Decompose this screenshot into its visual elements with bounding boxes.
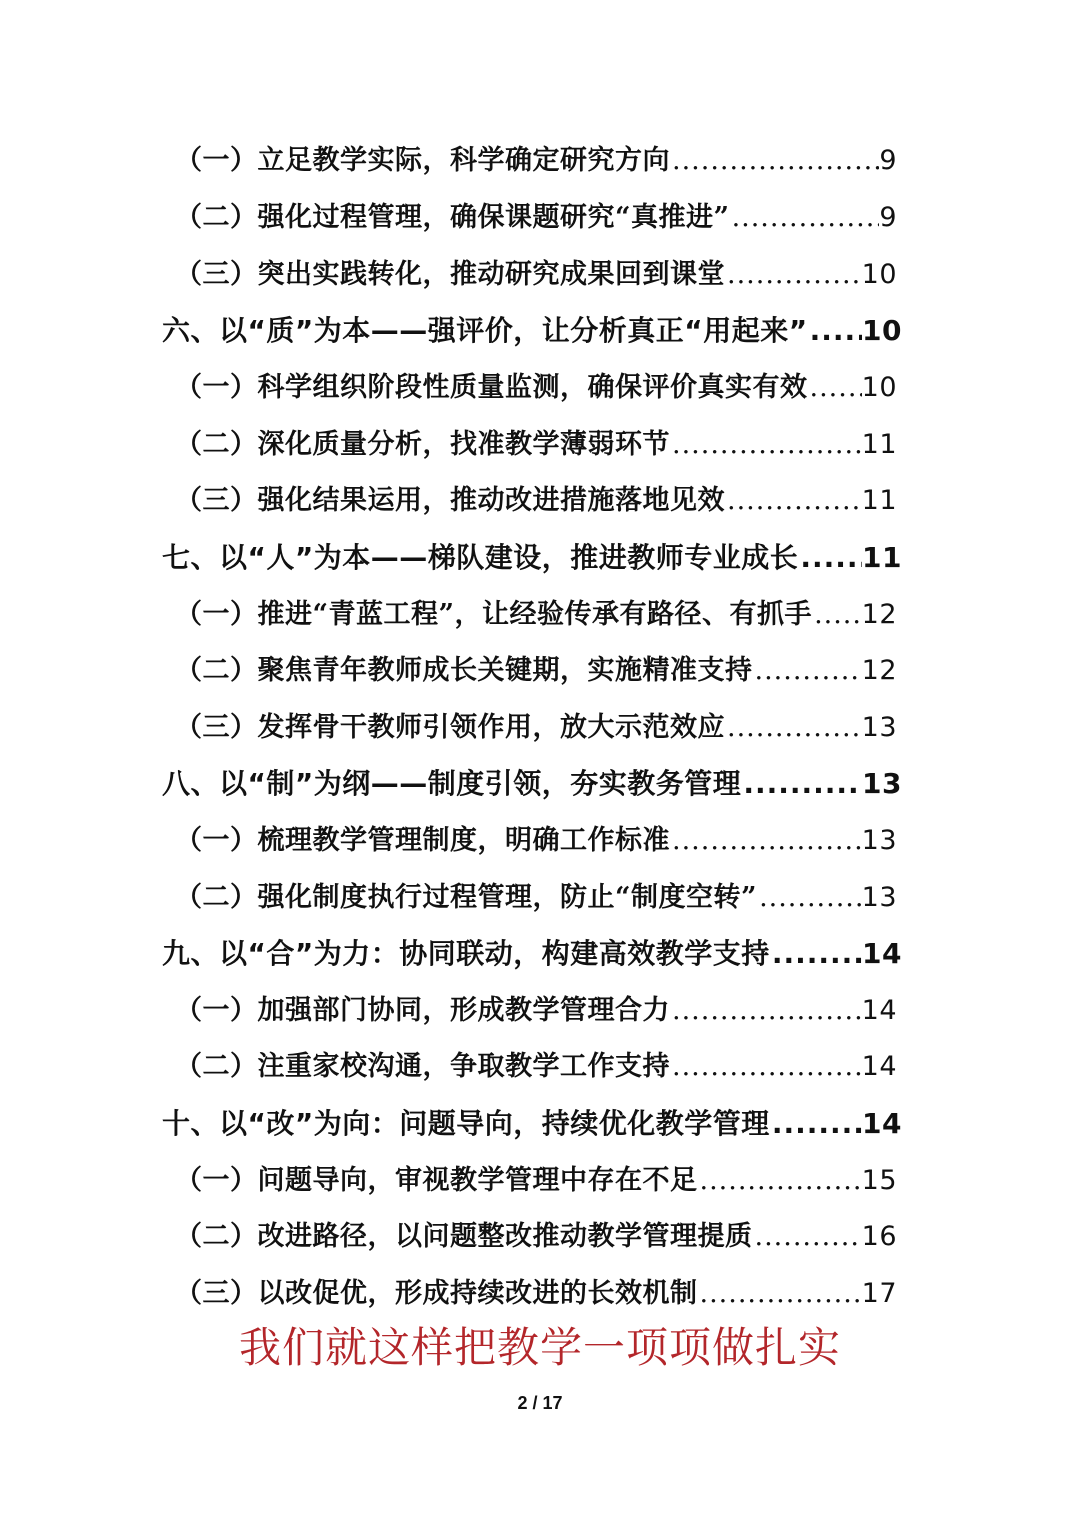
toc-dot-leader (757, 876, 862, 920)
toc-dot-leader (725, 706, 862, 750)
toc-entry-page: 12 (861, 599, 897, 630)
toc-dot-leader (725, 479, 862, 523)
toc-entry-title: 九、以“合”为力：协同联动，构建高效教学支持 (162, 937, 770, 970)
toc-entry-page: 10 (861, 372, 897, 403)
toc-dot-leader (798, 536, 862, 580)
toc-dot-leader (812, 593, 862, 637)
toc-entry (175, 593, 897, 637)
toc-entry-title: （一）推进“青蓝工程”，让经验传承有路径、有抓手 (175, 599, 813, 630)
toc-entry (175, 1272, 897, 1316)
toc-entry-page: 16 (861, 1221, 897, 1252)
toc-entry-title: 八、以“制”为纲——制度引领，夯实教务管理 (162, 767, 742, 800)
page-number: 2 / 17 (517, 1393, 563, 1413)
toc-entry-title: 六、以“质”为本——强评价，让分析真正“用起来” (162, 314, 808, 347)
toc-entry (175, 423, 897, 467)
toc-entry-page: 13 (861, 825, 897, 856)
toc-entry (175, 819, 897, 863)
toc-dot-leader (698, 1159, 862, 1203)
toc-section-heading (162, 536, 902, 580)
toc-entry (175, 989, 897, 1033)
toc-entry (175, 649, 897, 693)
toc-dot-leader (753, 649, 862, 693)
toc-entry (175, 196, 897, 240)
toc-dot-leader (698, 1272, 862, 1316)
toc-entry-page: 9 (879, 202, 897, 233)
toc-entry-page: 11 (861, 429, 897, 460)
toc-entry-page: 14 (862, 1107, 902, 1140)
toc-entry-title: （三）发挥骨干教师引领作用，放大示范效应 (175, 712, 725, 743)
toc-entry (175, 479, 897, 523)
toc-dot-leader (725, 253, 862, 297)
toc-dot-leader (730, 196, 880, 240)
toc-dot-leader (670, 1045, 862, 1089)
toc-entry-title: 十、以“改”为向：问题导向，持续优化教学管理 (162, 1107, 770, 1140)
toc-entry-page: 14 (861, 995, 897, 1026)
toc-section-heading (162, 932, 902, 976)
toc-dot-leader (741, 762, 862, 806)
toc-entry-page: 14 (862, 937, 902, 970)
toc-entry-title: （二）聚焦青年教师成长关键期，实施精准支持 (175, 655, 753, 686)
toc-entry (175, 1215, 897, 1259)
toc-entry-title: （一）问题导向，审视教学管理中存在不足 (175, 1165, 698, 1196)
toc-entry-title: （一）立足教学实际，科学确定研究方向 (175, 145, 670, 176)
toc-entry-title: （二）注重家校沟通，争取教学工作支持 (175, 1051, 670, 1082)
red-motto-text: 我们就这样把教学一项项做扎实 (238, 1323, 841, 1372)
toc-dot-leader (670, 819, 862, 863)
toc-entry-title: （一）梳理教学管理制度，明确工作标准 (175, 825, 670, 856)
toc-dot-leader (753, 1215, 862, 1259)
toc-dot-leader (770, 1102, 862, 1146)
toc-dot-leader (670, 989, 862, 1033)
toc-entry (175, 1159, 897, 1203)
toc-entry (175, 366, 897, 410)
toc-entry-title: 七、以“人”为本——梯队建设，推进教师专业成长 (162, 541, 799, 574)
toc-entry (175, 1045, 897, 1089)
toc-entry-title: （一）科学组织阶段性质量监测，确保评价真实有效 (175, 372, 808, 403)
toc-entry-page: 12 (861, 655, 897, 686)
toc-entry-page: 11 (862, 541, 902, 574)
toc-dot-leader (770, 932, 862, 976)
toc-entry-title: （三）以改促优，形成持续改进的长效机制 (175, 1278, 698, 1309)
toc-dot-leader (670, 139, 879, 183)
toc-entry (175, 139, 897, 183)
toc-section-heading (162, 1102, 902, 1146)
toc-entry-page: 17 (861, 1278, 897, 1309)
toc-entry-title: （三）强化结果运用，推动改进措施落地见效 (175, 485, 725, 516)
toc-entry-title: （二）强化制度执行过程管理，防止“制度空转” (175, 882, 758, 913)
toc-entry-page: 15 (861, 1165, 897, 1196)
toc-entry-page: 9 (879, 145, 897, 176)
toc-dot-leader (808, 309, 862, 353)
toc-entry-title: （一）加强部门协同，形成教学管理合力 (175, 995, 670, 1026)
toc-entry-title: （二）改进路径，以问题整改推动教学管理提质 (175, 1221, 753, 1252)
toc-entry-title: （三）突出实践转化，推动研究成果回到课堂 (175, 259, 725, 290)
toc-section-heading (162, 762, 902, 806)
toc-entry-page: 14 (861, 1051, 897, 1082)
toc-entry-page: 13 (861, 882, 897, 913)
toc-entry-page: 10 (861, 259, 897, 290)
toc-section-heading (162, 309, 902, 353)
toc-entry (175, 876, 897, 920)
toc-entry (175, 706, 897, 750)
toc-dot-leader (808, 366, 862, 410)
toc-entry (175, 253, 897, 297)
toc-entry-page: 13 (862, 767, 902, 800)
toc-entry-page: 13 (861, 712, 897, 743)
toc-dot-leader (670, 423, 862, 467)
toc-entry-page: 10 (862, 314, 902, 347)
toc-entry-title: （二）强化过程管理，确保课题研究“真推进” (175, 202, 730, 233)
toc-entry-title: （二）深化质量分析，找准教学薄弱环节 (175, 429, 670, 460)
toc-entry-page: 11 (861, 485, 897, 516)
